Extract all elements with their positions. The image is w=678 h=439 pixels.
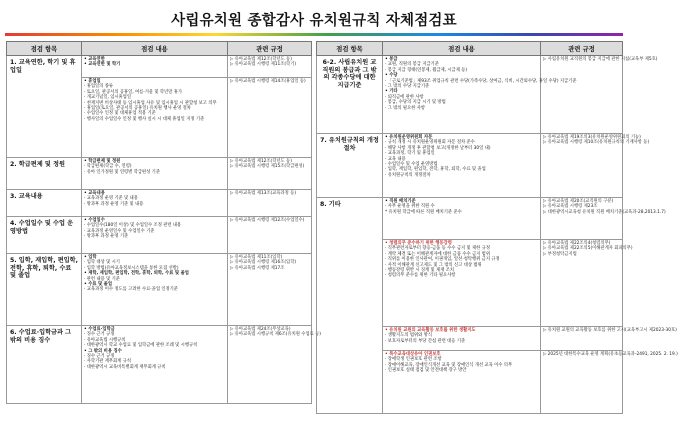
regulation-line: ▷ 유아교육법 시행령 제14조(휴업일 등) [230, 79, 306, 84]
regulation-line: ▷ 유아교육법 제12조(학년도 등) [230, 57, 292, 62]
content-line: · 봉급, 수당의 지급 시기 및 방법 [385, 100, 446, 106]
regulation-cell [228, 254, 312, 326]
check-content [383, 351, 541, 414]
content-line: · 방과후 과정 운영 기준 및 내용 [84, 201, 144, 207]
table-row [7, 158, 312, 190]
table-row [317, 56, 623, 134]
content-line: · 유아 인가정원 및 연령별 학급편성 기준 [84, 169, 160, 175]
header-row [7, 42, 312, 56]
regulation-cell [541, 56, 658, 134]
regulation-line: ▷ 유아교육법 시행령 제15조(학급편성) [230, 164, 305, 170]
table-row [7, 326, 312, 404]
content-line: · 행사일의 수업일수 인정 및 행사 실시 시 대체 휴업일 지정 기준 [84, 116, 205, 122]
section-title: • 입학 [84, 255, 97, 260]
content-line: · 입학, 재입학, 편입학, 전학, 휴학, 퇴학, 수료 및 졸업 [385, 167, 486, 173]
header-row [317, 42, 623, 56]
content-line: · 개교기념일, 임시휴업일 [84, 95, 131, 101]
content-line: · 교육과정 이수 정도를 고려한 수료·졸업 인정기준 [84, 287, 178, 293]
content-line: · 사적 이해관계 신고제도 및 그 밖의 신고 대상 범위 [385, 262, 482, 268]
section-title: • 학급편제 및 정원 [84, 159, 121, 164]
regulation-line: ▷ 사립유치원 교직원의 봉급 지급에 관한 지침(교육부 제5호) [543, 57, 658, 62]
check-area: 5. 입학, 재입학, 편입학, 전학, 휴학, 퇴학, 수료 및 졸업 [7, 254, 82, 326]
header-regulation: 관련 규정 [228, 42, 312, 56]
content-line: · 직무관련자로부터 향응·금품 등 수수 금지 및 제한 규정 [385, 246, 490, 252]
table-row [317, 198, 623, 240]
check-content [383, 327, 541, 351]
regulation-line: ▷ 유아교육법 제22조의4(청렴의무) [543, 241, 611, 246]
content-line: · 학급편제(학급 수, 연령) [84, 164, 132, 170]
regulation-line: ▷ 대한광역시교육청 유치원 직원 배치기준(교육과-28,2013.1.7) [543, 209, 666, 215]
table-row [7, 56, 312, 78]
content-line: · 인권보호 실태 점검 및 안전대책 강구 방안 [385, 368, 467, 374]
page-title [171, 9, 457, 30]
regulation-line: ▷ 유아교육법 시행령 제10조(유치원규칙의 기재사항 등) [543, 140, 650, 146]
table-row [7, 217, 312, 254]
check-content [82, 190, 228, 217]
content-line: · 유아교육법 시행규칙 [84, 337, 126, 343]
check-content [383, 134, 541, 198]
check-area: 2. 학급편제 및 정원 [7, 158, 82, 190]
content-line: · 휴업일의 종류 [84, 84, 114, 90]
content-line: · 해당 사항 개정 후 관할청 보고(개정한 날부터 30일 내) [385, 145, 491, 151]
content-line: · 교육 내용 [385, 156, 406, 162]
section-title: • 유치원운영위원회 자문 [385, 135, 433, 140]
title-area [0, 0, 628, 34]
check-area: 8. 기타 [317, 198, 383, 414]
section-title: • 수업일수 [84, 218, 105, 223]
content-line: · 그 밖의 수당 지급기준 [385, 84, 430, 90]
content-line: · 청렴의무 준수를 위한 기타 필요사항 [385, 273, 456, 279]
table-row [7, 190, 312, 217]
content-line: · 장애이해교육, 장애인식개선 교육 및 장애인식 개선 교육 이수 의무 [385, 362, 513, 368]
section-title: • 교육내용 [84, 191, 105, 196]
section-title: • 청렴의무 준수하기 위한 행동강령 [385, 241, 452, 246]
content-line: · 계약 체결 또는 이해관계자에 대한 금품 수수 금지 범위 [385, 251, 490, 257]
regulation-line: ▷ 유아교육법 제11조(입학) [230, 255, 283, 260]
check-area: 6. 수업료·입학금과 그 밖의 비용 징수 [7, 326, 82, 404]
section-title: • 유치원 교원의 교육활동 보호를 위한 생활지도 [385, 328, 476, 333]
regulation-line: ▷ 유아교육법 제19조의3(유치원운영위원회의 기능) [543, 135, 641, 140]
check-content [383, 240, 541, 327]
regulation-line: ▷ 2025년 대한특수교육 운영 계획(유초등교육과-2491, 2025. 2. 19.) [543, 352, 678, 357]
content-line: · 교육과정 운영 기준 및 내용 [84, 196, 138, 202]
section-title: • 수당 [385, 73, 398, 79]
section-title: • 휴업일 [84, 79, 101, 84]
header-content: 점검 내용 [383, 42, 541, 56]
check-content [82, 78, 228, 158]
check-area: 1. 교육연한, 학기 및 휴업일 [7, 56, 82, 158]
check-content [383, 198, 541, 240]
regulation-cell [541, 198, 666, 240]
regulation-line: ▷ 유아교육법 시행령 제16조(입학) [230, 260, 297, 266]
header-regulation: 관련 규정 [541, 42, 623, 56]
regulation-line: ▷ 유아교육법 시행령 제11조(학기) [230, 62, 297, 68]
content-line: · 대한광역시 교육비특별회계 재무회계 규칙 [84, 364, 166, 370]
header-area: 점검 항목 [7, 42, 82, 56]
check-area: 3. 교육내용 [7, 190, 82, 217]
section-title: • 수료 및 졸업 [84, 282, 112, 288]
content-line: · 사학기관 재무회계 규칙 [84, 359, 131, 365]
section-title: • 수업료·입학금 [84, 327, 115, 332]
regulation-cell [541, 351, 678, 414]
regulation-line: ▷ 유아교육법 시행령 제17조 [230, 265, 285, 271]
check-area: 7. 유치원규칙의 개정절차 [317, 134, 383, 198]
content-line: · 입학 대상 및 시기 [84, 260, 120, 266]
content-line: · 보호자로부터의 부당 간섭 관련 대응 기준 [385, 338, 466, 344]
check-content [82, 217, 228, 254]
check-content [82, 254, 228, 326]
regulation-line: ▷ 유아교육법 제24조(무상교육) [230, 327, 291, 332]
regulation-cell [228, 78, 312, 158]
content-line: · 봉급 지급 형태(연봉제, 월급제, 시급제 등) [385, 67, 468, 73]
check-content [383, 56, 577, 134]
section-title: • 재학, 재입학, 편입학, 전학, 휴학, 퇴학, 수료 및 졸업 [84, 271, 189, 277]
content-line: · 그 밖의 필요한 사항 [385, 105, 426, 111]
content-line: · 관련 내용 및 기준 [84, 276, 120, 282]
regulation-cell [228, 56, 312, 78]
content-line: · 직위를 이용한 인사관여, 이권개입, 알선·청탁행위 금지 규정 [385, 257, 500, 263]
regulation-line: ▷ 유아교육법 제20조(교직원의 구분) [543, 199, 614, 204]
page-title-text: 사립유치원 종합감사 유치원규칙 자체점검표 [171, 13, 457, 29]
content-line: · 수업일수(180일 이상) 및 수업일수 조정 관련 내용 [84, 223, 182, 229]
regulation-cell [228, 217, 312, 254]
content-line: · 방과후 과정 운영 기준 [84, 234, 129, 240]
check-area: 4. 수업일수 및 수업 운영방법 [7, 217, 82, 254]
check-content [82, 56, 228, 78]
regulation-cell [541, 134, 650, 198]
header-area: 점검 항목 [317, 42, 383, 56]
regulation-line: ▷ 유아교육법 시행규칙 제6조(유치원 수업료 등) [230, 332, 321, 338]
regulation-cell [228, 190, 312, 217]
content-line: · 수업일수 및 수업 운영방법 [385, 162, 438, 168]
section-title: • 특수교육대상유아 인권보호 [385, 352, 441, 357]
section-title: • 봉급 [385, 57, 398, 62]
content-line: · 입학 방법(유아교육정보시스템을 통한 모집 선발) [84, 265, 179, 271]
regulation-line: ▷ 유아교육법 시행령 제12조(수업일수) [230, 218, 305, 223]
content-line: · 행동강령 위반 시 징계 및 제재 조치 [385, 268, 455, 274]
content-line: · 수업일수 인정 및 대체휴업 적용 기준 [84, 111, 156, 117]
table-row [7, 254, 312, 326]
regulation-line: ▷ 유아교육법 제22조의5(이해관계자 회피의무) [543, 246, 633, 252]
check-content [82, 326, 228, 404]
section-title: • 교육연한 및 학기 [84, 62, 121, 68]
regulation-line: ▷ 부정청탁금지법 [543, 251, 577, 257]
section-title: • 직원 배치기준 [385, 199, 416, 204]
section-title: • 기타 [385, 89, 398, 95]
content-line: · 교원, 직원의 봉급 지급기준 [385, 62, 439, 68]
regulation-line: ▷ 유아교육법 시행령 제23조 [543, 204, 598, 210]
check-area: 6-2. 사립유치원 교직원의 봉급과 그 밖의 각종수당에 대한 지급기준 [317, 56, 383, 134]
regulation-cell [228, 158, 312, 190]
content-line: · 토요일, 관공서의 공휴일, 여름·겨울 및 학년말 휴가 [84, 89, 183, 95]
content-line: · 징수 근거 규정 [84, 354, 115, 360]
content-line: · 징수 근거 규정 [84, 332, 115, 338]
regulation-line: ▷ 유치원 교원의 교육활동 보호를 위한 고시(교육부고시 제2023-30호) [543, 328, 677, 333]
content-line: · 퇴직금에 관한 사항 [385, 94, 424, 100]
content-line: · 교육과정, 학기 및 휴업일 [385, 151, 435, 157]
check-content [82, 158, 228, 190]
regulation-cell [541, 327, 677, 351]
table-row [317, 134, 623, 198]
content-line: · 사무 운영을 위한 직원 수 [385, 204, 435, 210]
content-line: · 「근로기준법」제93조 취업규칙 관련 수당(가족수당, 상여금, 식비, 시간외수당, 휴일 수당) 지급기준 [385, 78, 577, 84]
content-line: · 대한광역시 학교 수업료 및 입학금에 관한 조례 및 시행규칙 [84, 343, 198, 349]
header-content: 점검 내용 [82, 42, 228, 56]
content-line: · 교육과정 운영일수 및 수업일수 기준 [84, 228, 155, 234]
content-line: * 유치원 학급에 따른 직원 배치기준 준수 [385, 209, 462, 215]
content-line: · 생활지도의 범위와 방식 [385, 333, 432, 339]
content-line: · 규칙 개정 시 유치원운영위원회 자문 절차 준수 [385, 140, 475, 146]
content-line: · 유치원규칙의 개정절차 [385, 172, 431, 178]
section-title: • 교육연한 [84, 57, 105, 62]
left-checklist-table [6, 41, 321, 404]
content-line: · 장애학생 인권보호 관련 조항 [385, 357, 442, 363]
regulation-cell [541, 240, 633, 327]
regulation-cell [228, 326, 321, 404]
content-line: · 휴업일(토요일, 관공서의 공휴일) 유치원 행사 운영 절차 [84, 106, 191, 112]
section-title: • 그 밖의 비용 징수 [84, 348, 122, 354]
right-checklist-table [316, 41, 678, 414]
regulation-line: ▷ 유아교육법 제12조(학년도 등) [230, 159, 292, 164]
rainbow-divider [5, 33, 623, 36]
regulation-line: ▷ 유아교육법 제13조(교육과정 등) [230, 191, 297, 196]
content-line: · 천재지변 비상사태 등 임시휴업 사유 및 임시휴업 시 관할청 보고 의무 [84, 100, 217, 106]
